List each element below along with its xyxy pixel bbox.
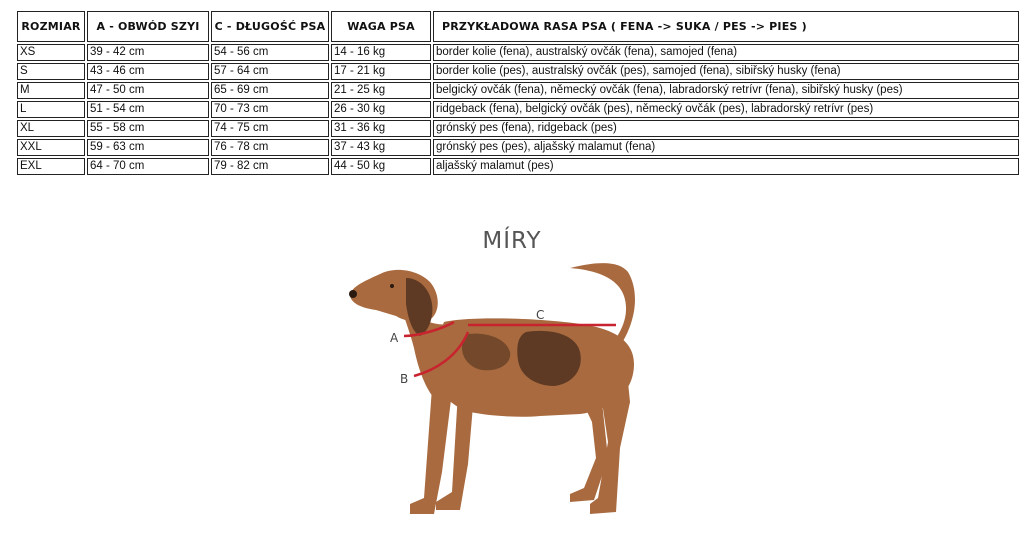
table-row: [17, 120, 1019, 137]
size-cell: XXL: [17, 139, 85, 156]
length-cell: 70 - 73 cm: [211, 101, 329, 118]
table-row: [17, 101, 1019, 118]
length-cell: 76 - 78 cm: [211, 139, 329, 156]
breed-cell: grónský pes (fena), ridgeback (pes): [433, 120, 1019, 137]
table-row: [17, 44, 1019, 61]
weight-cell: 14 - 16 kg: [331, 44, 431, 61]
neck-cell: 64 - 70 cm: [87, 158, 209, 175]
size-cell: L: [17, 101, 85, 118]
weight-cell: 31 - 36 kg: [331, 120, 431, 137]
size-cell: M: [17, 82, 85, 99]
neck-cell: 47 - 50 cm: [87, 82, 209, 99]
neck-cell: 43 - 46 cm: [87, 63, 209, 80]
length-cell: 74 - 75 cm: [211, 120, 329, 137]
size-cell: EXL: [17, 158, 85, 175]
header-waga-psa: WAGA PSA: [331, 11, 431, 42]
dog-eye: [390, 284, 394, 288]
breed-cell: aljašský malamut (pes): [433, 158, 1019, 175]
table-row: [17, 63, 1019, 80]
dog-measurement-diagram: [340, 252, 660, 542]
neck-cell: 55 - 58 cm: [87, 120, 209, 137]
measure-label-c: C: [536, 308, 545, 322]
neck-cell: 39 - 42 cm: [87, 44, 209, 61]
table-row: [17, 82, 1019, 99]
neck-cell: 51 - 54 cm: [87, 101, 209, 118]
length-cell: 65 - 69 cm: [211, 82, 329, 99]
weight-cell: 37 - 43 kg: [331, 139, 431, 156]
breed-cell: ridgeback (fena), belgický ovčák (pes), německý ovčák (pes), labradorský retrívr (pes): [433, 101, 1019, 118]
size-cell: XS: [17, 44, 85, 61]
weight-cell: 26 - 30 kg: [331, 101, 431, 118]
length-cell: 79 - 82 cm: [211, 158, 329, 175]
weight-cell: 44 - 50 kg: [331, 158, 431, 175]
weight-cell: 21 - 25 kg: [331, 82, 431, 99]
breed-cell: grónský pes (pes), aljašský malamut (fena): [433, 139, 1019, 156]
dog-illustration: [349, 263, 635, 514]
table-row: [17, 139, 1019, 156]
header-dlugosc-psa: C - DŁUGOŚĆ PSA: [211, 11, 329, 42]
size-table: [15, 9, 1021, 177]
measure-label-b: B: [400, 372, 409, 386]
size-cell: S: [17, 63, 85, 80]
size-cell: XL: [17, 120, 85, 137]
dog-front-leg-left: [410, 388, 452, 514]
breed-cell: belgický ovčák (fena), německý ovčák (fena), labradorský retrívr (fena), sibiřský husky (pes): [433, 82, 1019, 99]
neck-cell: 59 - 63 cm: [87, 139, 209, 156]
measure-label-a: A: [390, 331, 399, 345]
weight-cell: 17 - 21 kg: [331, 63, 431, 80]
table-row: [17, 158, 1019, 175]
breed-cell: border kolie (pes), australský ovčák (pes), samojed (fena), sibiřský husky (fena): [433, 63, 1019, 80]
dog-nose: [349, 290, 357, 298]
header-przykladowa-rasa: PRZYKŁADOWA RASA PSA ( FENA -> SUKA / PES -> PIES ): [433, 11, 1019, 42]
length-cell: 54 - 56 cm: [211, 44, 329, 61]
breed-cell: border kolie (fena), australský ovčák (fena), samojed (fena): [433, 44, 1019, 61]
header-rozmiar: ROZMIAR: [17, 11, 85, 42]
table-header-row: [17, 11, 1019, 42]
measurements-title: MÍRY: [482, 228, 542, 254]
length-cell: 57 - 64 cm: [211, 63, 329, 80]
header-obwod-szyi: A - OBWÓD SZYI: [87, 11, 209, 42]
